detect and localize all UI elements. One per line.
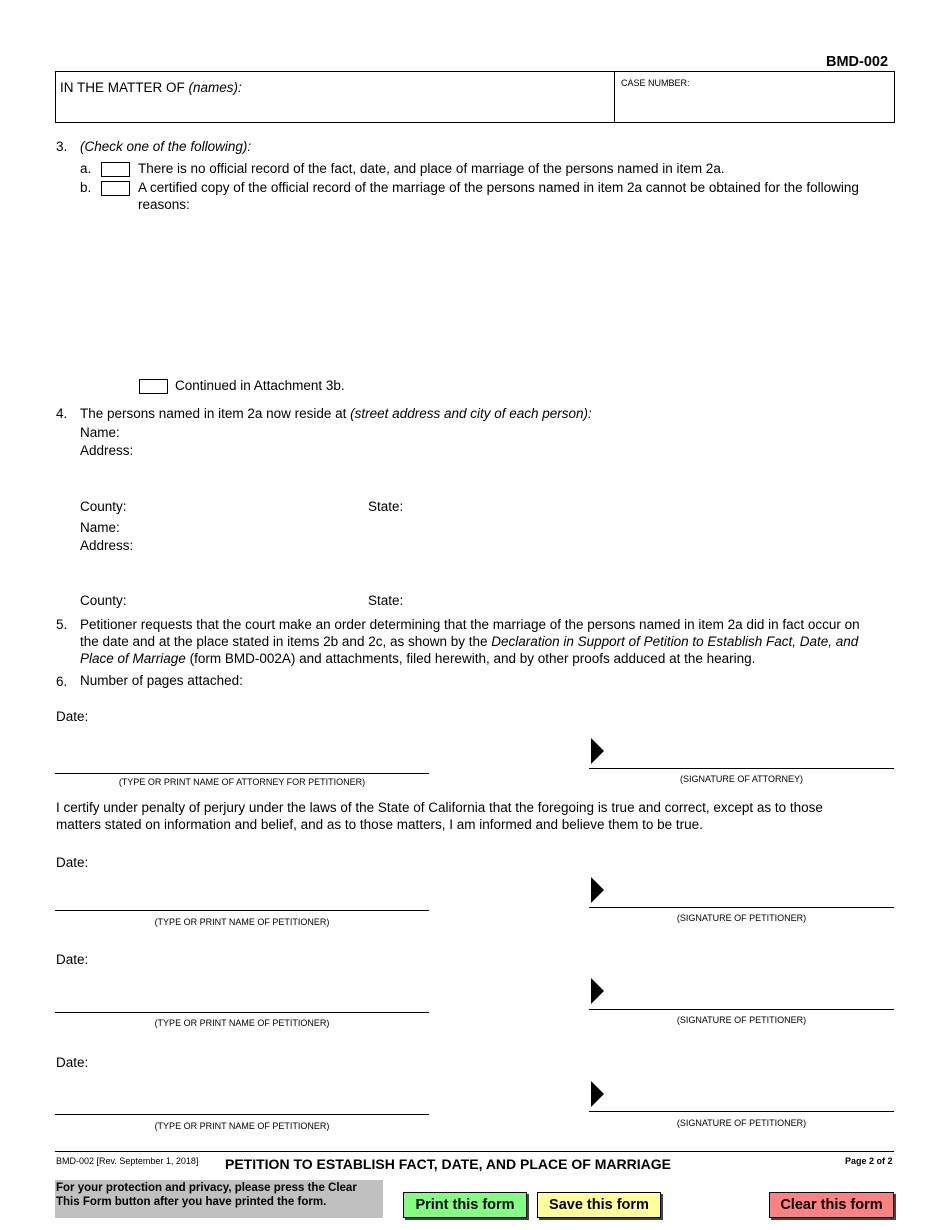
person1-state-label: State: <box>368 499 404 514</box>
matter-label: IN THE MATTER OF (names): <box>60 80 242 95</box>
attorney-signature-field[interactable] <box>610 740 893 767</box>
certification-line1: I certify under penalty of perjury under the laws of the State of California that the foregoing is true and correct, except as to those <box>56 800 823 815</box>
privacy-note <box>55 1180 383 1218</box>
attorney-name-caption: (TYPE OR PRINT NAME OF ATTORNEY FOR PETITIONER) <box>118 777 366 787</box>
person1-county-field[interactable] <box>135 497 360 514</box>
petitioner1-name-line <box>55 910 429 911</box>
case-number-label: CASE NUMBER: <box>621 78 690 88</box>
privacy-note-line1: For your protection and privacy, please press the Clear <box>56 1182 357 1194</box>
person1-name-label: Name: <box>80 425 120 440</box>
privacy-note-line2: This Form button after you have printed the form. <box>56 1196 327 1208</box>
footer-rule <box>55 1151 894 1152</box>
attorney-name-line <box>55 773 429 774</box>
item3-instruction: (Check one of the following): <box>80 139 252 154</box>
item4-text: The persons named in item 2a now reside at (street address and city of each person): <box>80 406 592 421</box>
petitioner2-signature-line <box>589 1009 894 1010</box>
petitioner2-name-line <box>55 1012 429 1013</box>
petitioner2-date-field[interactable] <box>95 950 295 967</box>
print-form-button[interactable]: Print this form <box>403 1192 527 1218</box>
petitioner2-sign-arrow-icon <box>591 978 604 1004</box>
footer-revision: BMD-002 [Rev. September 1, 2018] <box>56 1156 199 1166</box>
attachment-3b-label: Continued in Attachment 3b. <box>175 378 345 393</box>
footer-title: PETITION TO ESTABLISH FACT, DATE, AND PLACE OF MARRIAGE <box>225 1156 671 1172</box>
item3b-text-line1: A certified copy of the official record of the marriage of the persons named in item 2a cannot be obtained for the following <box>138 180 859 195</box>
petitioner2-signature-caption: (SIGNATURE OF PETITIONER) <box>676 1015 807 1025</box>
petitioner3-date-label: Date: <box>56 1055 89 1070</box>
petitioner1-date-label: Date: <box>56 855 89 870</box>
person2-address-field[interactable] <box>140 537 890 587</box>
attorney-date-label: Date: <box>56 709 89 724</box>
matter-divider <box>614 71 615 122</box>
item3-number: 3. <box>56 139 68 154</box>
item3b-letter: b. <box>80 180 92 195</box>
clear-form-button[interactable]: Clear this form <box>769 1192 894 1218</box>
person2-state-field[interactable] <box>410 591 610 608</box>
petitioner3-name-caption: (TYPE OR PRINT NAME OF PETITIONER) <box>154 1121 330 1131</box>
matter-names-field[interactable] <box>60 96 608 118</box>
item4-number: 4. <box>56 406 68 421</box>
person1-county-label: County: <box>80 499 127 514</box>
save-form-button[interactable]: Save this form <box>537 1192 661 1218</box>
petitioner1-sign-arrow-icon <box>591 877 604 903</box>
attorney-date-field[interactable] <box>95 707 295 724</box>
petitioner1-signature-caption: (SIGNATURE OF PETITIONER) <box>676 913 807 923</box>
attorney-name-field[interactable] <box>56 752 428 772</box>
person2-county-field[interactable] <box>135 591 360 608</box>
petitioner3-signature-field[interactable] <box>610 1083 893 1110</box>
person1-address-label: Address: <box>80 443 134 458</box>
petitioner1-date-field[interactable] <box>95 853 295 870</box>
item3b-checkbox[interactable] <box>101 181 130 196</box>
person2-address-label: Address: <box>80 538 134 553</box>
form-id: BMD-002 <box>826 54 889 70</box>
footer-page: Page 2 of 2 <box>845 1156 893 1166</box>
attorney-signature-caption: (SIGNATURE OF ATTORNEY) <box>679 774 803 784</box>
petitioner2-signature-field[interactable] <box>610 980 893 1007</box>
petitioner3-date-field[interactable] <box>95 1053 295 1070</box>
item3b-reasons-field[interactable] <box>138 216 893 366</box>
petitioner2-date-label: Date: <box>56 952 89 967</box>
attorney-signature-line <box>589 768 894 769</box>
petitioner1-signature-field[interactable] <box>610 879 893 906</box>
item3a-checkbox[interactable] <box>101 162 130 177</box>
item5-line1: Petitioner requests that the court make an order determining that the marriage of the persons named in item 2a did in fact occur on <box>80 617 860 632</box>
petitioner3-name-line <box>55 1114 429 1115</box>
person2-state-label: State: <box>368 593 404 608</box>
petitioner3-sign-arrow-icon <box>591 1081 604 1107</box>
person2-name-field[interactable] <box>140 518 890 535</box>
petitioner2-name-field[interactable] <box>56 991 428 1011</box>
petitioner1-signature-line <box>589 907 894 908</box>
item6-text: Number of pages attached: <box>80 673 243 688</box>
petitioner2-name-caption: (TYPE OR PRINT NAME OF PETITIONER) <box>154 1018 330 1028</box>
petitioner3-name-field[interactable] <box>56 1093 428 1113</box>
item3a-text: There is no official record of the fact, date, and place of marriage of the persons named in item 2a. <box>138 161 725 176</box>
petitioner1-name-caption: (TYPE OR PRINT NAME OF PETITIONER) <box>154 917 330 927</box>
case-number-field[interactable] <box>621 92 889 118</box>
item6-number: 6. <box>56 674 68 689</box>
person1-state-field[interactable] <box>410 497 610 514</box>
person1-address-field[interactable] <box>140 442 890 492</box>
pages-attached-field[interactable] <box>252 671 352 688</box>
person2-county-label: County: <box>80 593 127 608</box>
person2-name-label: Name: <box>80 520 120 535</box>
item5-line3: Place of Marriage (form BMD-002A) and attachments, filed herewith, and by other proofs adduced at the hearing. <box>80 651 756 666</box>
petitioner3-signature-caption: (SIGNATURE OF PETITIONER) <box>676 1118 807 1128</box>
item3b-text-line2: reasons: <box>138 197 190 212</box>
item3a-letter: a. <box>80 161 92 176</box>
certification-line2: matters stated on information and belief, and as to those matters, I am informed and believe them to be true. <box>56 817 703 832</box>
person1-name-field[interactable] <box>140 423 890 440</box>
petitioner1-name-field[interactable] <box>56 889 428 909</box>
item5-line2: the date and at the place stated in items 2b and 2c, as shown by the Declaration in Support of Petition to Establish Fact, Date, and <box>80 634 859 649</box>
attorney-sign-arrow-icon <box>591 738 604 764</box>
attachment-3b-checkbox[interactable] <box>139 379 168 394</box>
petitioner3-signature-line <box>589 1111 894 1112</box>
item5-number: 5. <box>56 617 68 632</box>
